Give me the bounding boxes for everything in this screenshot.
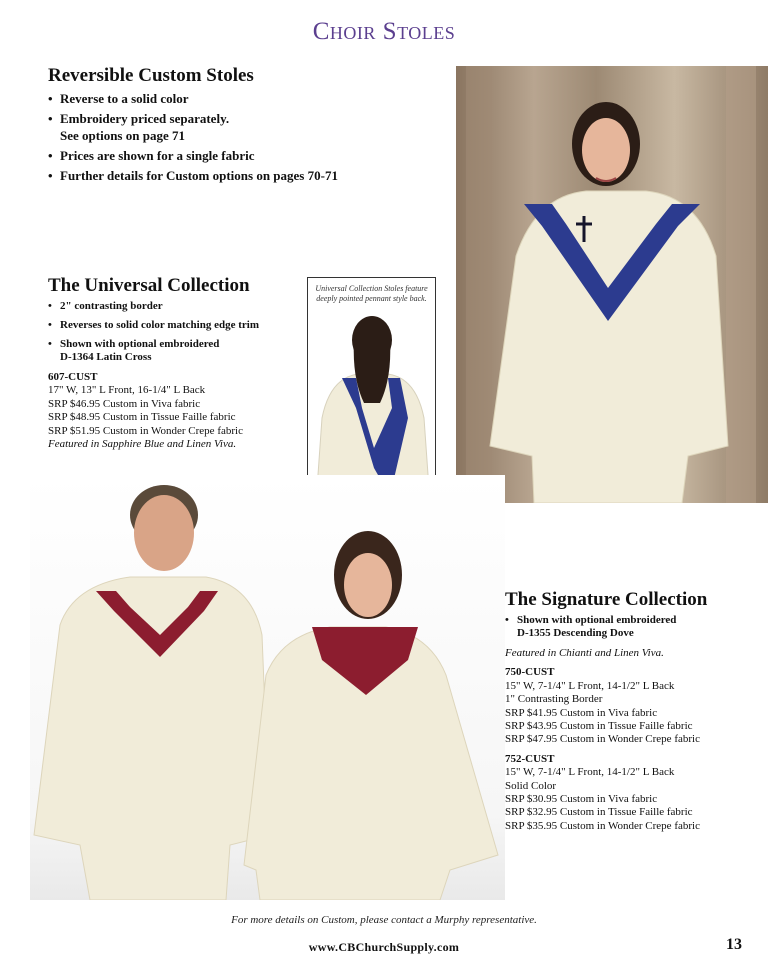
universal-spec — [48, 371, 303, 451]
list-item-line: D-1364 Latin Cross — [60, 351, 152, 363]
list-item-line: Shown with optional embroidered — [517, 614, 677, 626]
signature-bullets — [505, 614, 745, 640]
reversible-title: Reversible Custom Stoles — [48, 65, 254, 86]
spec-line: SRP $46.95 Custom in Viva fabric — [48, 397, 201, 410]
featured-note: Featured in Chianti and Linen Viva. — [505, 647, 664, 659]
spec-line: 17" W, 13" L Front, 16-1/4" L Back — [48, 384, 206, 397]
page-title: Choir Stoles — [312, 18, 456, 45]
spec-line: SRP $48.95 Custom in Tissue Faille fabric — [48, 411, 236, 424]
reversible-bullets — [48, 90, 448, 187]
spec-line: 1" Contrasting Border — [505, 693, 603, 706]
list-item-line: Embroidery priced separately. — [60, 111, 230, 126]
list-item — [505, 614, 745, 640]
footer-note: For more details on Custom, please contact a Murphy representative. — [231, 914, 537, 926]
product-code: 607-CUST — [48, 371, 98, 383]
universal-stole-photo — [456, 66, 768, 503]
universal-title: The Universal Collection — [48, 275, 250, 296]
list-item: • Prices are shown for a single fabric — [48, 147, 448, 164]
list-item — [48, 338, 298, 364]
pair-robes-illustration — [30, 475, 505, 900]
spec-line: 15" W, 7-1/4" L Front, 14-1/2" L Back — [505, 766, 675, 779]
universal-bullets — [48, 300, 298, 370]
footer-url[interactable]: www.CBChurchSupply.com — [308, 940, 460, 954]
list-item: • Further details for Custom options on pages 70-71 — [48, 167, 448, 184]
signature-title: The Signature Collection — [505, 589, 708, 610]
choir-robe-illustration — [456, 66, 768, 503]
spec-line: SRP $35.95 Custom in Wonder Crepe fabric — [505, 819, 700, 832]
back-view-illustration — [308, 278, 435, 503]
list-item-line: See options on page 71 — [60, 128, 185, 143]
spec-line: 15" W, 7-1/4" L Front, 14-1/2" L Back — [505, 679, 675, 692]
list-item: • Reverse to a solid color — [48, 90, 448, 107]
spec-line: SRP $47.95 Custom in Wonder Crepe fabric — [505, 733, 700, 746]
spec-line: SRP $30.95 Custom in Viva fabric — [505, 793, 658, 806]
page-number: 13 — [726, 936, 742, 953]
list-item: • Reverses to solid color matching edge trim — [48, 319, 298, 332]
product-code: 752-CUST — [505, 752, 555, 765]
spec-line: Solid Color — [505, 779, 557, 792]
signature-spec — [505, 647, 760, 833]
product-code: 750-CUST — [505, 666, 555, 679]
spec-line: SRP $32.95 Custom in Tissue Faille fabric — [505, 806, 693, 819]
spec-line: SRP $43.95 Custom in Tissue Faille fabric — [505, 720, 693, 733]
spec-line: SRP $51.95 Custom in Wonder Crepe fabric — [48, 424, 243, 437]
list-item-line: D-1355 Descending Dove — [517, 627, 634, 639]
featured-note: Featured in Sapphire Blue and Linen Viva. — [48, 438, 237, 451]
signature-stole-photo — [30, 475, 505, 900]
inset-caption: Universal Collection Stoles feature deeply pointed pennant style back. — [315, 284, 428, 303]
spec-line: SRP $41.95 Custom in Viva fabric — [505, 706, 658, 719]
back-view-photo — [307, 277, 436, 504]
list-item: • 2" contrasting border — [48, 300, 298, 313]
list-item-line: Shown with optional embroidered — [60, 338, 220, 350]
list-item — [48, 110, 448, 144]
